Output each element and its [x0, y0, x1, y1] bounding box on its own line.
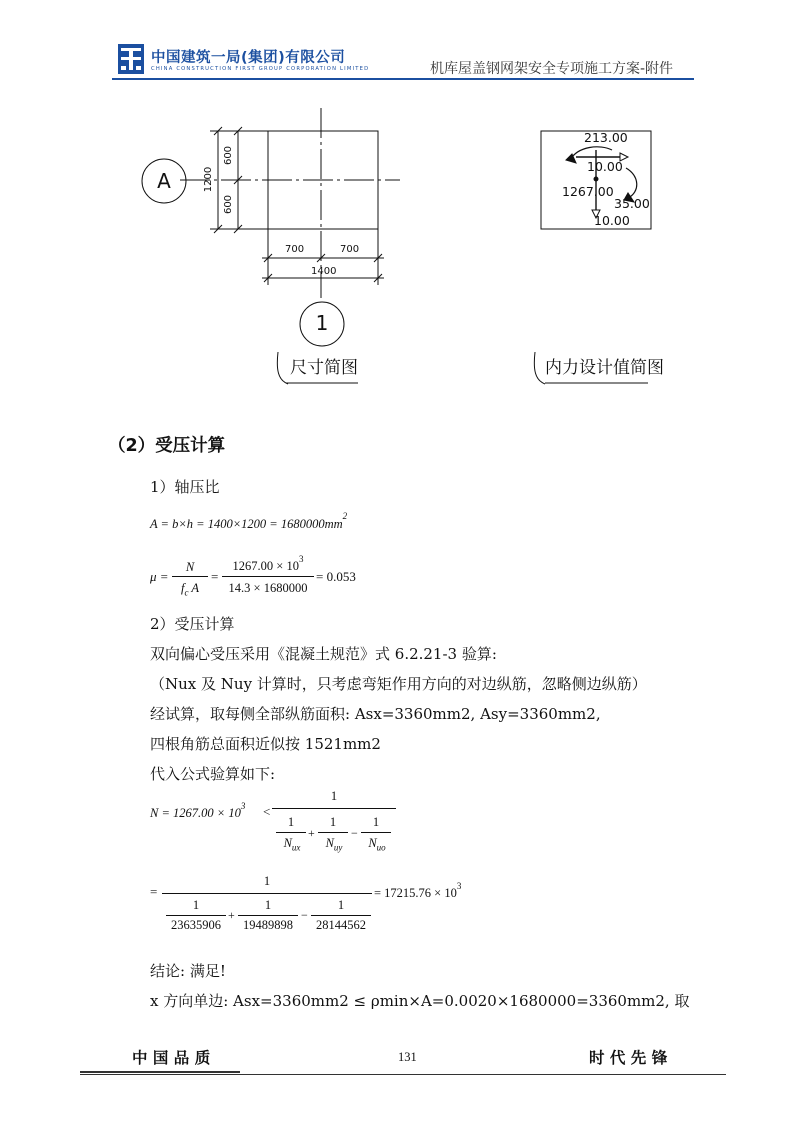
eq2-result-exp: 3: [456, 881, 462, 891]
nux-bar: [276, 832, 306, 833]
last-line: x 方向单边: Asx=3360mm2 ≤ ρmin×A=0.0020×1680000=3360mm2, 取: [150, 992, 690, 1010]
nuy-numerator: 1: [329, 815, 337, 829]
eq2-d2: 19489898: [243, 918, 293, 932]
force-my: 35.00: [614, 196, 650, 211]
mu-fraction-bar-2: [222, 576, 314, 577]
n-lhs-exp: 3: [240, 801, 246, 811]
nux-sub: ux: [291, 842, 301, 853]
mu-numerator-2: [222, 554, 314, 574]
nuy-n: N: [325, 836, 334, 850]
nuy-denominator: [316, 836, 352, 853]
body-line-3: 经试算，取每侧全部纵筋面积: Asx=3360mm2, Asy=3360mm2,: [150, 705, 601, 723]
mu-den-c: c: [184, 587, 189, 598]
eq2-lead: =: [150, 884, 158, 899]
eq2-result: [374, 881, 462, 901]
dim-v-bottom: 600: [223, 194, 235, 215]
body-line-5: 代入公式验算如下:: [150, 765, 276, 783]
n-lhs: [150, 801, 246, 821]
footer-rule-accent: [80, 1071, 240, 1073]
mu-den-a: A: [191, 581, 200, 595]
eq2-d1-bar: [166, 915, 226, 916]
mu-symbol: μ =: [150, 569, 169, 584]
axis-label-a: A: [157, 169, 171, 193]
mu-denominator-2: 14.3 × 1680000: [228, 581, 308, 595]
subheading-axial-ratio: 1）轴压比: [150, 478, 220, 496]
subheading-compression: 2）受压计算: [150, 615, 235, 633]
nuo-n: N: [368, 836, 377, 850]
company-logo: [118, 44, 144, 74]
formula-area-exp: 2: [342, 511, 348, 521]
eq2-fraction-bar: [162, 893, 372, 894]
nux-denominator: [274, 836, 310, 853]
eq2-d2-bar: [238, 915, 298, 916]
figure-drawings: [0, 100, 800, 410]
page-number: 131: [398, 1050, 417, 1064]
mu-result: = 0.053: [316, 569, 356, 584]
footer-right: 时 代 先 锋: [589, 1049, 668, 1067]
company-name: 中国建筑一局(集团)有限公司: [151, 50, 346, 66]
mu-numerator: N: [185, 560, 195, 574]
n-lhs-text: N = 1267.00 × 10: [150, 806, 241, 821]
axis-label-1: 1: [315, 311, 329, 335]
dim-v-top: 600: [223, 145, 235, 166]
nux-n: N: [283, 836, 292, 850]
formula-area: [150, 511, 348, 532]
force-vx: 10.00: [587, 159, 623, 174]
right-figure-caption: 内力设计值简图: [545, 358, 664, 378]
section-title: （2）受压计算: [108, 436, 226, 456]
formula-area-text: A = b×h = 1400×1200 = 1680000: [150, 517, 325, 532]
plus-sign: +: [308, 826, 315, 840]
mu-equals: =: [211, 569, 219, 584]
n-less-than: <: [263, 804, 271, 819]
nuo-numerator: 1: [372, 815, 380, 829]
body-line-2: （Nux 及 Nuy 计算时，只考虑弯矩作用方向的对边纵筋，忽略侧边纵筋）: [150, 675, 647, 693]
formula-area-unit: mm: [324, 517, 343, 532]
mu-denominator: [168, 581, 212, 598]
force-n: 1267.00: [562, 184, 614, 199]
dim-h-right: 700: [340, 244, 360, 255]
eq2-d2-numerator: 1: [264, 898, 272, 912]
n-big-fraction-bar: [272, 808, 396, 809]
nuy-bar: [318, 832, 348, 833]
eq2-minus: −: [301, 908, 308, 922]
minus-sign: −: [351, 826, 358, 840]
nuy-sub: uy: [333, 842, 343, 853]
body-line-1: 双向偏心受压采用《混凝土规范》式 6.2.21-3 验算:: [150, 645, 497, 663]
company-name-en: CHINA CONSTRUCTION FIRST GROUP CORPORATION LIMITED: [151, 66, 370, 72]
mu-fraction-bar: [172, 576, 208, 577]
nux-numerator: 1: [287, 815, 295, 829]
n-big-numerator: 1: [330, 789, 338, 803]
eq2-d3-bar: [311, 915, 371, 916]
eq2-result-text: = 17215.76 × 10: [374, 886, 457, 901]
nuo-bar: [361, 832, 391, 833]
eq2-plus: +: [228, 908, 235, 922]
footer-rule: [80, 1074, 726, 1075]
mu-num2-text: 1267.00 × 10: [232, 559, 299, 574]
nuo-sub: uo: [376, 842, 386, 853]
dim-h-left: 700: [285, 244, 305, 255]
body-line-4: 四根角筋总面积近似按 1521mm2: [150, 735, 381, 753]
force-vy: 10.00: [594, 213, 630, 228]
eq2-d3-numerator: 1: [337, 898, 345, 912]
eq2-d1-numerator: 1: [192, 898, 200, 912]
header-rule: [112, 78, 694, 80]
dim-h-total: 1400: [311, 266, 337, 277]
eq2-numerator: 1: [263, 874, 271, 888]
footer-left: 中 国 品 质: [132, 1049, 211, 1067]
conclusion: 结论: 满足!: [150, 962, 226, 980]
left-figure-caption: 尺寸简图: [290, 358, 358, 378]
eq2-d1: 23635906: [171, 918, 221, 932]
document-title: 机库屋盖钢网架安全专项施工方案-附件: [430, 61, 674, 77]
eq2-d3: 28144562: [316, 918, 366, 932]
mu-num2-exp: 3: [298, 554, 304, 564]
dim-v-total: 1200: [203, 166, 215, 193]
mu-den-f: f: [180, 581, 185, 595]
nuo-denominator: [359, 836, 395, 853]
force-mx: 213.00: [584, 130, 628, 145]
